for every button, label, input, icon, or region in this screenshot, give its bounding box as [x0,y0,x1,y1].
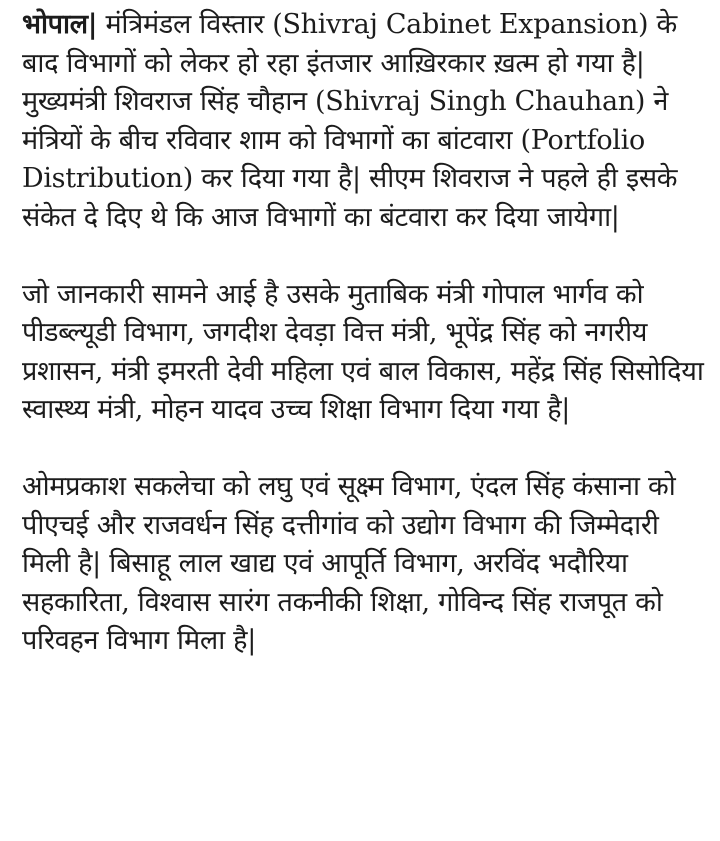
paragraph-1 [22,6,706,237]
paragraph-3: ओमप्रकाश सकलेचा को लघु एवं सूक्ष्म विभाग, एंदल सिंह कंसाना को पीएचई और राजवर्धन सिंह दत्तीगांव को उद्योग विभाग की जिम्मेदारी मिली है| बिसाहू लाल खाद्य एवं आपूर्ति विभाग, अरविंद भदौरिया सहकारिता, विश्वास सारंग तकनीकी शिक्षा, गोविन्द सिंह राजपूत को परिवहन विभाग मिला है| [22,471,676,656]
dateline: भोपाल| [22,9,98,40]
paragraph-1-text: मंत्रिमंडल विस्तार (Shivraj Cabinet Expansion) के बाद विभागों को लेकर हो रहा इंतजार आख़िरकार ख़त्म हो गया है| मुख्यमंत्री शिवराज सिंह चौहान (Shivraj Singh Chauhan) ने मंत्रियों के बीच रविवार शाम को विभागों का बांटवारा (Portfolio Distribution) कर दिया गया है| सीएम शिवराज ने पहले ही इसके संकेत दे दिए थे कि आज विभागों का बंटवारा कर दिया जायेगा| [22,9,678,233]
paragraph-2: जो जानकारी सामने आई है उसके मुताबिक मंत्री गोपाल भार्गव को पीडब्ल्यूडी विभाग, जगदीश देवड़ा वित्त मंत्री, भूपेंद्र सिंह को नगरीय प्रशासन, मंत्री इमरती देवी महिला एवं बाल विकास, महेंद्र सिंह सिसोदिया स्वास्थ्य मंत्री, मोहन यादव उच्च शिक्षा विभाग दिया गया है| [22,278,704,425]
news-article [22,6,706,661]
